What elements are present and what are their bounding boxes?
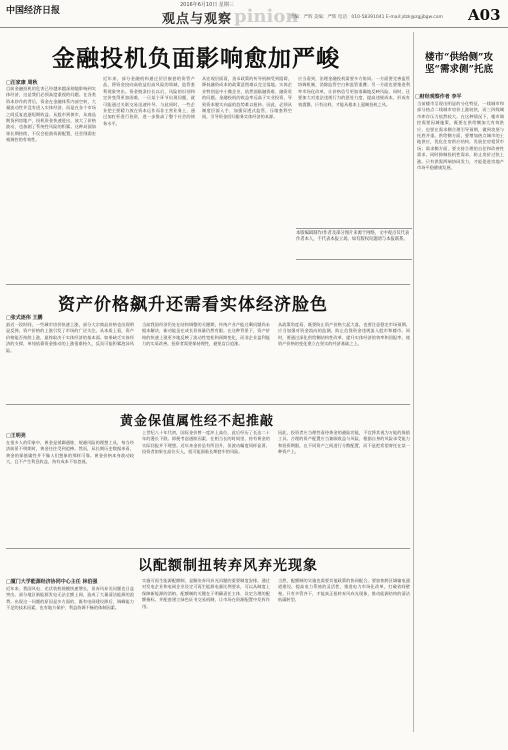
article-3-title: 黄金保值属性经不起推敲 (120, 414, 275, 429)
article-3-col-2: 上世纪八十年代初，国际金价曾一度冲上高位，此后经历了长达二十年的漫长下跌。即便考虑通胀因素，在相当长的时间里，持有黄金的实际回报并不理想。近年来金价虽有所回升，但波动幅度同样显著。投资者如果在高位买入，很可能面临长期套牢的风险。 (142, 430, 270, 455)
article-1-col-4: 应当看到，治理金融投机需要多方协同。一方面要完善监管协调机制，消除监管空白和监管重叠；另一方面也要推进利率市场化改革，让价格信号更加准确地反映风险。同时，还要加大对违法违规行为的惩处力度，提高违规成本，形成有效震慑。只有这样，才能从根本上遏制投机之风。 (298, 76, 410, 107)
article-3-col-1: 在很多人的印象中，黄金是抵御通胀、规避风险的理想工具，每当经济前景不明朗时，黄金往往受到追捧。然而，从长期历史数据来看，黄金的保值属性并不像人们想象的那样可靠。黄金价格本身波动较大，且不产生利息收益，持有成本不容忽视。 (6, 440, 134, 465)
article-4-col-2: 实施可再生能源配额制，是解决弃风弃光问题的重要制度安排。通过对发电企业和电网企业设定可再生能源电量比例要求，可以从制度上保障新能源的消纳。配额制的关键在于明确责任主体、设定合理的配额指标，并配套建立绿色证书交易机制，让市场在资源配置中发挥作用。 (142, 578, 270, 609)
article-3-col-3: 因此，投资者应当理性看待黄金的避险功能，不宜将其视为万能的保值工具。合理的资产配置应当兼顾收益与风险，根据自身的风险承受能力和投资期限，在不同资产之间进行分散配置，而不是把希望寄托在某一种资产上。 (278, 430, 410, 455)
article-1-title: 金融投机负面影响愈加严峻 (52, 45, 340, 72)
article-2-byline: □张式逐伟 王鹏 (6, 315, 43, 321)
page-date: 2016年6月10日 星期三 (180, 2, 234, 8)
contact-info: 责编：严辉 美编：严辉 电话：010-58391041 E-mail:jdzk@zgjjbgw.com (290, 15, 443, 20)
article-2-title: 资产价格飙升还需看实体经济脸色 (58, 295, 328, 315)
author-note-box (296, 228, 412, 260)
sidebar-body: 当前楼市呈现出明显的分化特征，一线城市和部分热点二线城市房价上涨较快，而三四线城市库存压力依然较大。在这种情况下，楼市调控需要因城施策，既要在供给侧加大有效供应，也要在需求侧合理引导预期，做到攻坚与托底并重。供给侧方面，要增加热点城市的土地供应，优化住房供应结构，发展住房租赁市场；需求侧方面，要支持合理的自住和改善性需求，同时抑制投机性需求，防止房价过快上涨。只有供需两端协同发力，才能促进房地产市场平稳健康发展。 (417, 101, 504, 171)
article-4-byline: □厦门大学能源经济协同中心主任 林伯强 (6, 579, 98, 585)
article-1-col-1: 目前金融投机的危害已经越来越深刻地影响到实体经济，这是我们必须高度重视的问题。在各类资本炒作的背后，资金在金融体系内部空转，大量流动性并没有进入实体经济，而是在各个市场之间反复追逐短期收益。从股市到债市，从商品期货到房地产，投机资金快速进出，放大了价格波动，也加剧了系统性风险的积累。这种局面如果长期持续，不仅会扭曲资源配置，还会削弱宏观调控的有效性。 (6, 86, 96, 143)
article-4-title: 以配额制扭转弃风弃光现象 (138, 558, 318, 574)
article-4-col-3: 当然，配额制的实施也需要其他政策的协同配合。要加快跨区域输电通道建设，提高电力系统的灵活性，推进电力市场化改革，打破省间壁垒。只有多管齐下，才能真正扭转弃风弃光现象，推动能源结构的清洁低碳转型。 (278, 578, 410, 603)
article-4-divider (6, 548, 410, 549)
sidebar-divider (413, 32, 414, 732)
article-2-col-3: 从政策角度看，既要防止资产价格大起大落，也要注意稳定市场预期。应当加强对资金流向的监测，防止信贷资金违规流入股市和楼市。同时，要通过深化供给侧结构性改革，提升实体经济的效率和回报率，使资产价格的变化建立在坚实的经济基础之上。 (278, 322, 410, 347)
sidebar-byline: □财经观察作者 李平 (415, 94, 462, 100)
header-divider (0, 27, 508, 28)
article-1-col-2: 近年来，部分金融机构通过层层嵌套的资管产品，将资金投向高收益但高风险的领域，监管套利现象突出。资金链条拉长以后，风险的识别和定价变得更加困难，一旦某个环节出现问题，就可能通过关联交易迅速传导。与此同时，一些企业把主要精力放在资本运作而非主营业务上，通过加杠杆进行投资，进一步推高了整个社会的债务水平。 (103, 76, 195, 126)
page-number: A03 (468, 6, 501, 24)
article-4-col-1: 近年来，我国风电、光伏装机规模快速增长，但弃风弃光问题也日益突出。部分地区新能源发电无法全额上网，造成了大量清洁能源的浪费。出现这一问题的原因是多方面的，既有电网建设滞后、调峰能力不足的技术因素，也有地方保护、利益协调不畅的体制因素。 (6, 586, 134, 611)
section-label: 观点与观察 (162, 12, 233, 27)
article-1-col-3: 从宏观层面看，货币政策的传导机制受到阻碍，降低融资成本的政策意图难以完全落地。实体企业特别是中小微企业，依然面临融资难、融资贵的问题。金融投机的收益率远高于实业投资，导致资本脱实向虚的趋势难以扭转。因此，必须从制度层面入手，加强穿透式监管，压缩套利空间，引导资金回归服务实体经济的本源。 (202, 76, 292, 120)
section-sub-logo: pinion (234, 6, 299, 27)
article-1-byline: □汪家康 周秋 (6, 80, 38, 86)
article-2-divider (6, 284, 410, 285)
article-3-byline: □王明亮 (6, 433, 26, 439)
masthead-logo: 中国经济日报 (6, 6, 61, 16)
author-note-text: 本版编辑制作/作者及部分图片来源于网络，文中观点仅代表作者本人，不代表本报立场。如有版权问题请与本报联系。 (296, 231, 410, 242)
article-2-col-2: 当前我国经济仍处在结构调整的关键期，传统产业产能过剩问题尚未根本解决，新动能虽在成长但体量仍然有限。在这种背景下，资产价格的快速上涨更多地反映了流动性宽松和预期变化，而非企业盈利能力的实质改善。投资者需要保持理性，避免盲目追涨。 (142, 322, 270, 347)
sidebar-title: 楼市“供给侧”攻坚“需求侧”托底 (425, 52, 493, 75)
article-2-col-1: 最近一段时间，一些城市房价快速上涨，部分大宗商品价格也出现明显反弹，资产价格的上涨引发了市场的广泛关注。从本质上看，资产价格能否持续上涨，最终取决于实体经济的基本面。如果缺乏实体经济的支撑，单纯依靠资金推动的上涨很难持久，反而可能积累泡沫风险。 (6, 322, 134, 353)
article-3-divider (6, 404, 410, 405)
